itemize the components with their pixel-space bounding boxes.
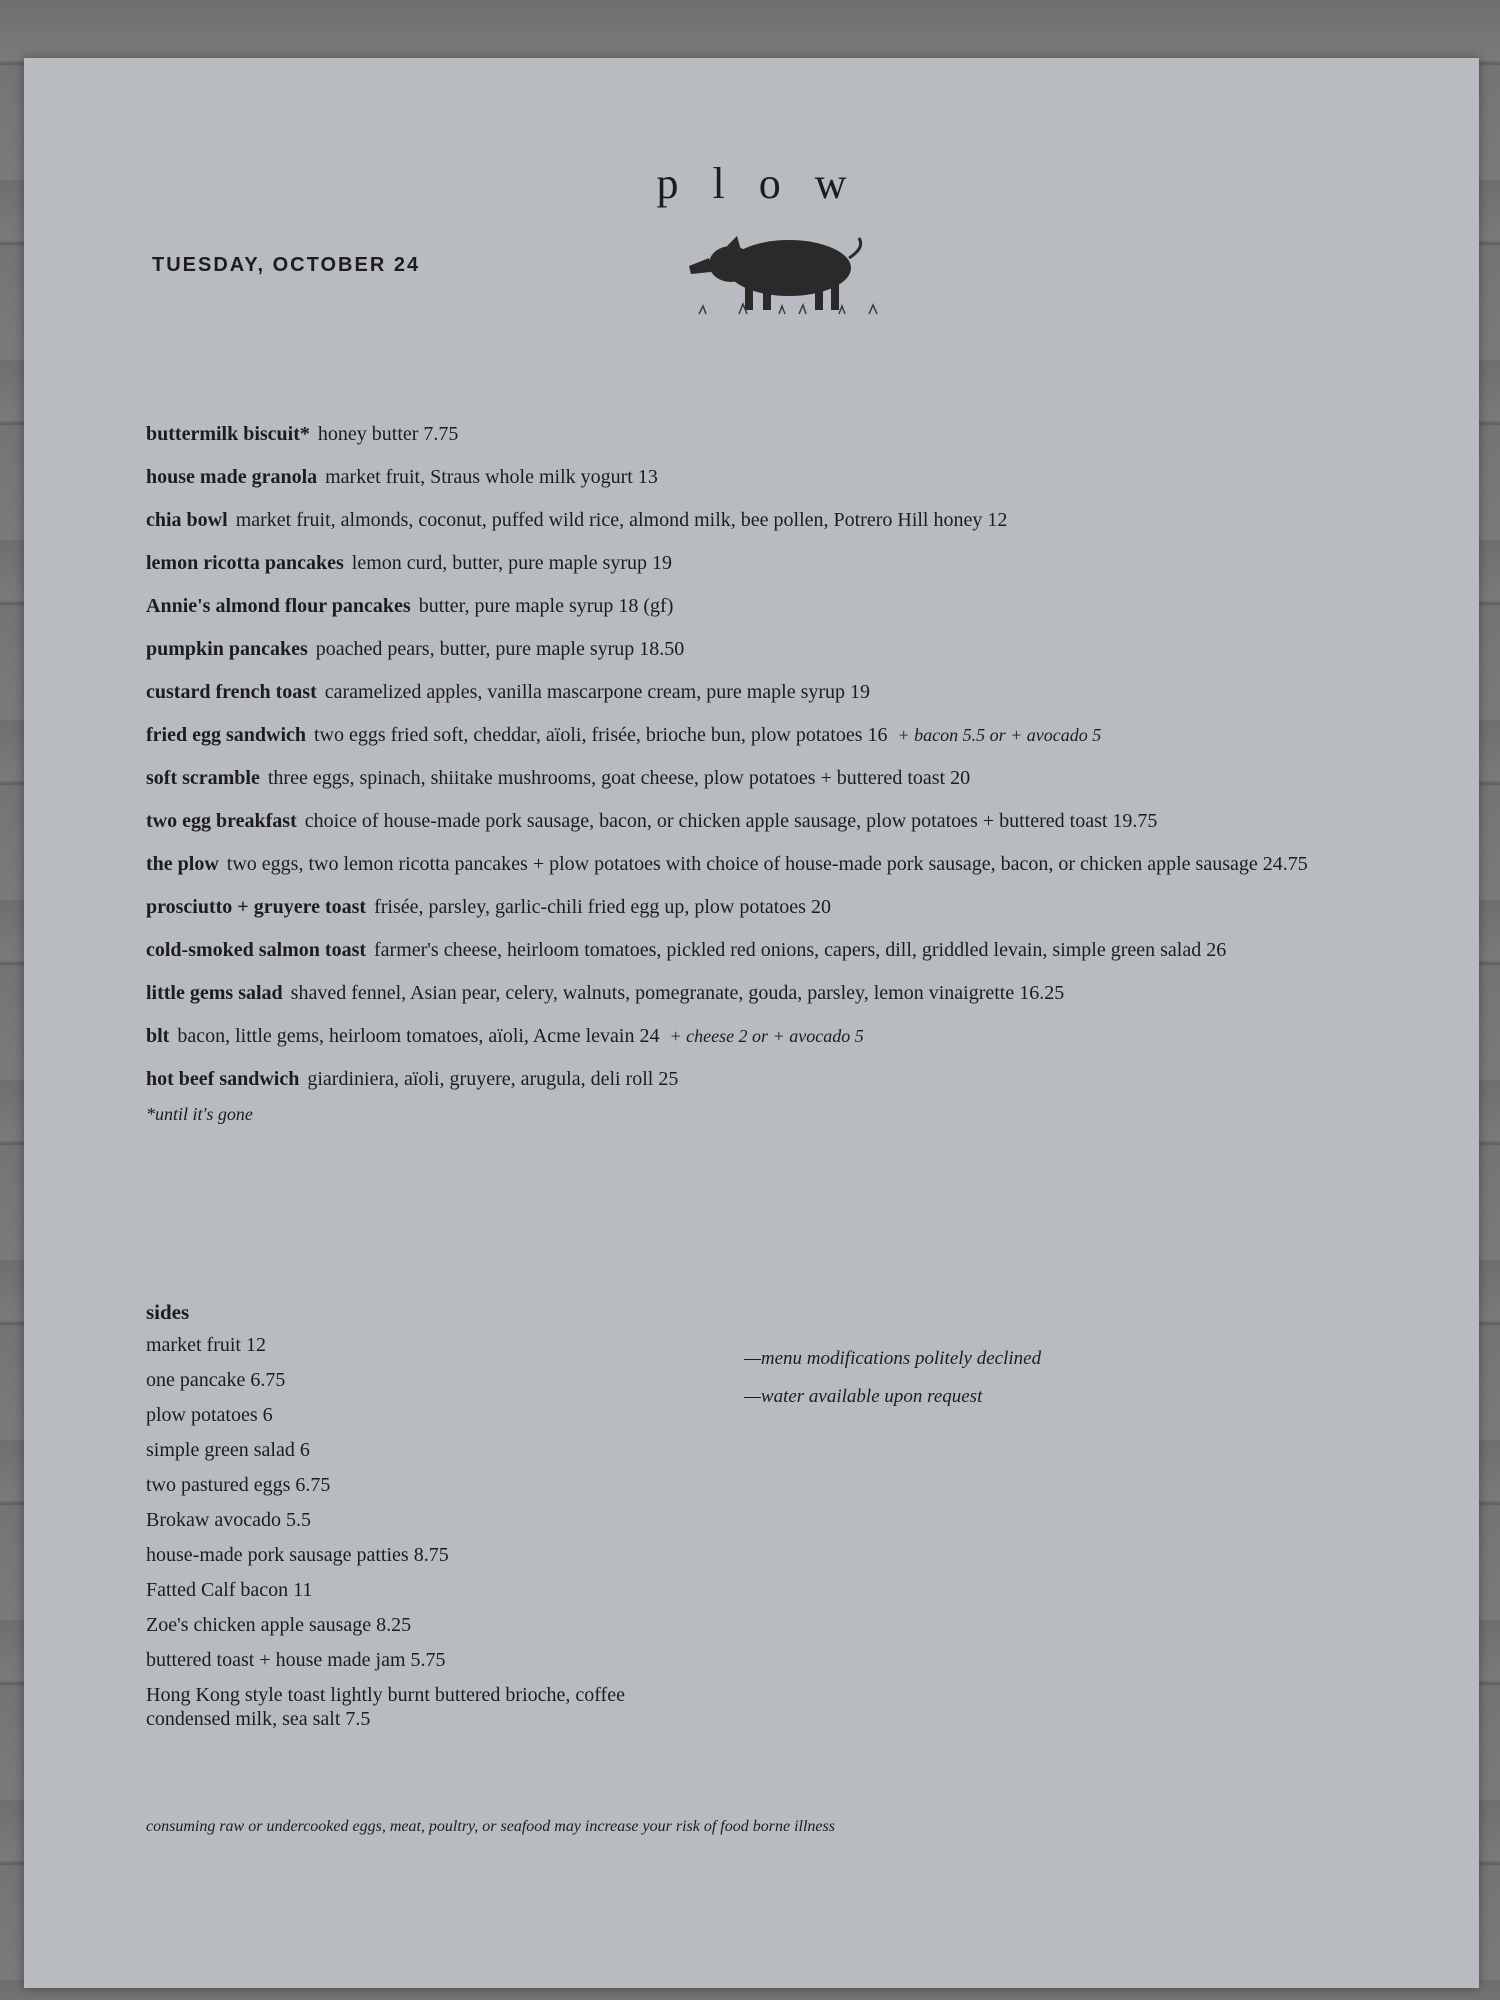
item-desc: poached pears, butter, pure maple syrup 18.50 (315, 638, 685, 660)
item-desc: giardiniera, aïoli, gruyere, arugula, deli roll 25 (307, 1068, 679, 1090)
item-desc: market fruit, Straus whole milk yogurt 13 (325, 466, 658, 488)
item-name: little gems salad (146, 982, 283, 1004)
side-item: one pancake 6.75 (146, 1369, 286, 1391)
pig-icon (679, 218, 899, 328)
item-name: Annie's almond flour pancakes (146, 595, 411, 617)
side-item: Fatted Calf bacon 11 (146, 1579, 313, 1601)
item-name: pumpkin pancakes (146, 638, 308, 660)
item-desc: frisée, parsley, garlic-chili fried egg up, plow potatoes 20 (374, 896, 831, 918)
item-desc: farmer's cheese, heirloom tomatoes, pickled red onions, capers, dill, griddled levain, simple green salad 26 (374, 939, 1227, 961)
menu-item (146, 594, 1446, 618)
menu-item (146, 1024, 1446, 1048)
item-desc: two eggs fried soft, cheddar, aïoli, frisée, brioche bun, plow potatoes 16 (314, 724, 888, 746)
side-item: Hong Kong style toast lightly burnt buttered brioche, coffee condensed milk, sea salt 7.5 (146, 1684, 625, 1730)
item-desc: two eggs, two lemon ricotta pancakes + plow potatoes with choice of house-made pork sausage, bacon, or chicken apple sausage 24.75 (226, 853, 1308, 875)
menu-item (146, 680, 1446, 704)
item-name: hot beef sandwich (146, 1068, 300, 1090)
sides-title: sides (146, 1300, 190, 1324)
policy-line: —menu modifications politely declined (744, 1348, 1042, 1369)
menu-item (146, 551, 1446, 575)
item-name: blt (146, 1025, 170, 1047)
side-item: plow potatoes 6 (146, 1404, 273, 1426)
menu-item (146, 508, 1446, 532)
menu-sheet (24, 58, 1479, 1988)
side-item: simple green salad 6 (146, 1439, 310, 1461)
item-desc: butter, pure maple syrup 18 (gf) (418, 595, 674, 617)
item-name: fried egg sandwich (146, 724, 306, 746)
item-extra: + cheese 2 or + avocado 5 (669, 1026, 864, 1046)
availability-note: *until it's gone (146, 1104, 253, 1124)
menu-item (146, 852, 1446, 876)
item-name: custard french toast (146, 681, 317, 703)
menu-item (146, 1067, 1446, 1091)
menu-item (146, 938, 1446, 962)
item-desc: bacon, little gems, heirloom tomatoes, aïoli, Acme levain 24 (177, 1025, 660, 1047)
item-desc: caramelized apples, vanilla mascarpone cream, pure maple syrup 19 (324, 681, 871, 703)
menu-item (146, 422, 1446, 446)
item-name: house made granola (146, 466, 318, 488)
restaurant-title: plow (656, 159, 881, 208)
item-name: lemon ricotta pancakes (146, 552, 344, 574)
sides-section (146, 1300, 666, 1742)
food-safety-warning: consuming raw or undercooked eggs, meat, poultry, or seafood may increase your risk of food borne illness (146, 1818, 835, 1835)
menu-items (146, 422, 1446, 1125)
item-name: buttermilk biscuit* (146, 423, 310, 445)
item-desc: lemon curd, butter, pure maple syrup 19 (351, 552, 672, 574)
menu-item (146, 766, 1446, 790)
menu-item (146, 723, 1446, 747)
item-desc: market fruit, almonds, coconut, puffed wild rice, almond milk, bee pollen, Potrero Hill honey 12 (235, 509, 1008, 531)
item-name: the plow (146, 853, 219, 875)
item-name: prosciutto + gruyere toast (146, 896, 367, 918)
menu-item (146, 981, 1446, 1005)
item-extra: + bacon 5.5 or + avocado 5 (897, 725, 1102, 745)
item-desc: choice of house-made pork sausage, bacon, or chicken apple sausage, plow potatoes + buttered toast 19.75 (304, 810, 1158, 832)
side-item: buttered toast + house made jam 5.75 (146, 1649, 446, 1671)
side-item: two pastured eggs 6.75 (146, 1474, 331, 1496)
item-desc: three eggs, spinach, shiitake mushrooms, goat cheese, plow potatoes + buttered toast 20 (267, 767, 971, 789)
item-desc: honey butter 7.75 (317, 423, 459, 445)
side-item: market fruit 12 (146, 1334, 266, 1356)
side-item: Zoe's chicken apple sausage 8.25 (146, 1614, 412, 1636)
menu-item (146, 637, 1446, 661)
menu-item (146, 809, 1446, 833)
menu-item (146, 895, 1446, 919)
side-item: house-made pork sausage patties 8.75 (146, 1544, 449, 1566)
item-desc: shaved fennel, Asian pear, celery, walnuts, pomegranate, gouda, parsley, lemon vinaigrette 16.25 (290, 982, 1065, 1004)
side-item: Brokaw avocado 5.5 (146, 1509, 311, 1531)
policy-line: —water available upon request (744, 1386, 983, 1407)
menu-item (146, 465, 1446, 489)
menu-date: TUESDAY, OCTOBER 24 (152, 254, 421, 276)
item-name: chia bowl (146, 509, 228, 531)
item-name: cold-smoked salmon toast (146, 939, 367, 961)
item-name: two egg breakfast (146, 810, 297, 832)
policies (744, 1348, 1041, 1424)
item-name: soft scramble (146, 767, 260, 789)
